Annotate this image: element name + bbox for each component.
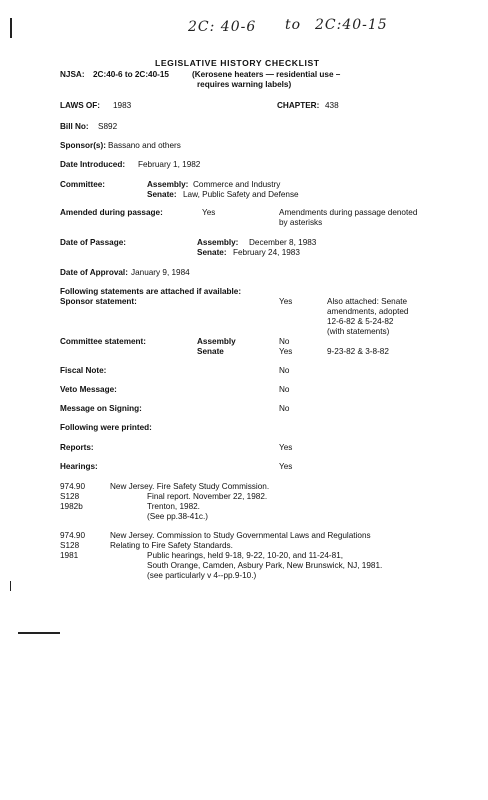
committee-assembly-label: Assembly: xyxy=(147,180,189,189)
scan-edge-mark-lower xyxy=(10,581,11,591)
printed-heading: Following were printed: xyxy=(60,423,152,432)
chapter-label: CHAPTER: xyxy=(277,101,320,110)
fiscal-note-label: Fiscal Note: xyxy=(60,366,107,375)
scan-edge-mark xyxy=(10,18,12,38)
also-attached-line1: Also attached: Senate xyxy=(327,297,408,306)
date-introduced-value: February 1, 1982 xyxy=(138,160,201,169)
committee-statement-senate: Senate xyxy=(197,347,224,356)
ref2-text-line4: South Orange, Camden, Asbury Park, New Brunswick, NJ, 1981. xyxy=(147,561,383,570)
committee-statement-label: Committee statement: xyxy=(60,337,146,346)
also-attached-line3: 12-6-82 & 5-24-82 xyxy=(327,317,394,326)
njsa-desc-line1: (Kerosene heaters — residential use – xyxy=(192,70,341,79)
ref2-callnumber-line2: S128 xyxy=(60,541,80,550)
signing-message-label: Message on Signing: xyxy=(60,404,142,413)
ref1-callnumber-line2: S128 xyxy=(60,492,80,501)
veto-message-value: No xyxy=(279,385,290,394)
amended-note-line1: Amendments during passage denoted xyxy=(279,208,418,217)
laws-of-value: 1983 xyxy=(113,101,132,110)
passage-senate-label: Senate: xyxy=(197,248,227,257)
sponsors-label: Sponsor(s): xyxy=(60,141,106,150)
committee-label: Committee: xyxy=(60,180,106,189)
handwritten-to: to xyxy=(285,17,302,33)
reports-value: Yes xyxy=(279,443,293,452)
passage-senate-value: February 24, 1983 xyxy=(233,248,300,257)
sponsor-statement-label: Sponsor statement: xyxy=(60,297,137,306)
amended-note-line2: by asterisks xyxy=(279,218,323,227)
ref2-text-line1: New Jersey. Commission to Study Governmental Laws and Regulations xyxy=(110,531,371,540)
scan-dash-mark xyxy=(18,632,60,634)
passage-assembly-label: Assembly: xyxy=(197,238,239,247)
date-introduced-label: Date Introduced: xyxy=(60,160,126,169)
handwritten-end-section: 2C:40-15 xyxy=(315,17,388,33)
signing-message-value: No xyxy=(279,404,290,413)
ref2-text-line2: Relating to Fire Safety Standards. xyxy=(110,541,233,550)
committee-senate-label: Senate: xyxy=(147,190,177,199)
ref1-callnumber-line1: 974.90 xyxy=(60,482,86,491)
also-attached-line4: (with statements) xyxy=(327,327,390,336)
approval-label: Date of Approval: xyxy=(60,268,128,277)
ref1-text-line2: Final report. November 22, 1982. xyxy=(147,492,268,501)
chapter-value: 438 xyxy=(325,101,339,110)
committee-statement-assembly: Assembly xyxy=(197,337,236,346)
committee-statement-senate-value: Yes xyxy=(279,347,293,356)
committee-assembly-value: Commerce and Industry xyxy=(193,180,281,189)
ref2-callnumber-line1: 974.90 xyxy=(60,531,86,540)
njsa-value: 2C:40-6 to 2C:40-15 xyxy=(93,70,169,79)
fiscal-note-value: No xyxy=(279,366,290,375)
passage-label: Date of Passage: xyxy=(60,238,126,247)
reports-label: Reports: xyxy=(60,443,94,452)
passage-assembly-value: December 8, 1983 xyxy=(249,238,317,247)
ref1-text-line1: New Jersey. Fire Safety Study Commission. xyxy=(110,482,270,491)
ref2-text-line5: (see particularly v 4--pp.9-10.) xyxy=(147,571,257,580)
hearings-label: Hearings: xyxy=(60,462,98,471)
committee-senate-value: Law, Public Safety and Defense xyxy=(183,190,299,199)
njsa-label: NJSA: xyxy=(60,70,85,79)
bill-label: Bill No: xyxy=(60,122,89,131)
bill-value: S892 xyxy=(98,122,118,131)
sponsors-value: Bassano and others xyxy=(108,141,181,150)
amended-label: Amended during passage: xyxy=(60,208,163,217)
ref1-text-line3: Trenton, 1982. xyxy=(147,502,200,511)
amended-value: Yes xyxy=(202,208,216,217)
attached-heading: Following statements are attached if available: xyxy=(60,287,242,296)
ref1-text-line4: (See pp.38-41c.) xyxy=(147,512,208,521)
handwritten-start-section: 2C: 40-6 xyxy=(188,19,257,35)
page-title: LEGISLATIVE HISTORY CHECKLIST xyxy=(155,58,320,68)
also-attached-line2: amendments, adopted xyxy=(327,307,409,316)
veto-message-label: Veto Message: xyxy=(60,385,117,394)
approval-value: January 9, 1984 xyxy=(131,268,190,277)
ref1-callnumber-line3: 1982b xyxy=(60,502,83,511)
hearings-value: Yes xyxy=(279,462,293,471)
ref2-callnumber-line3: 1981 xyxy=(60,551,79,560)
committee-statement-dates: 9-23-82 & 3-8-82 xyxy=(327,347,389,356)
njsa-desc-line2: requires warning labels) xyxy=(197,80,292,89)
ref2-text-line3: Public hearings, held 9-18, 9-22, 10-20, and 11-24-81, xyxy=(147,551,344,560)
sponsor-statement-value: Yes xyxy=(279,297,293,306)
committee-statement-assembly-value: No xyxy=(279,337,290,346)
laws-of-label: LAWS OF: xyxy=(60,101,101,110)
